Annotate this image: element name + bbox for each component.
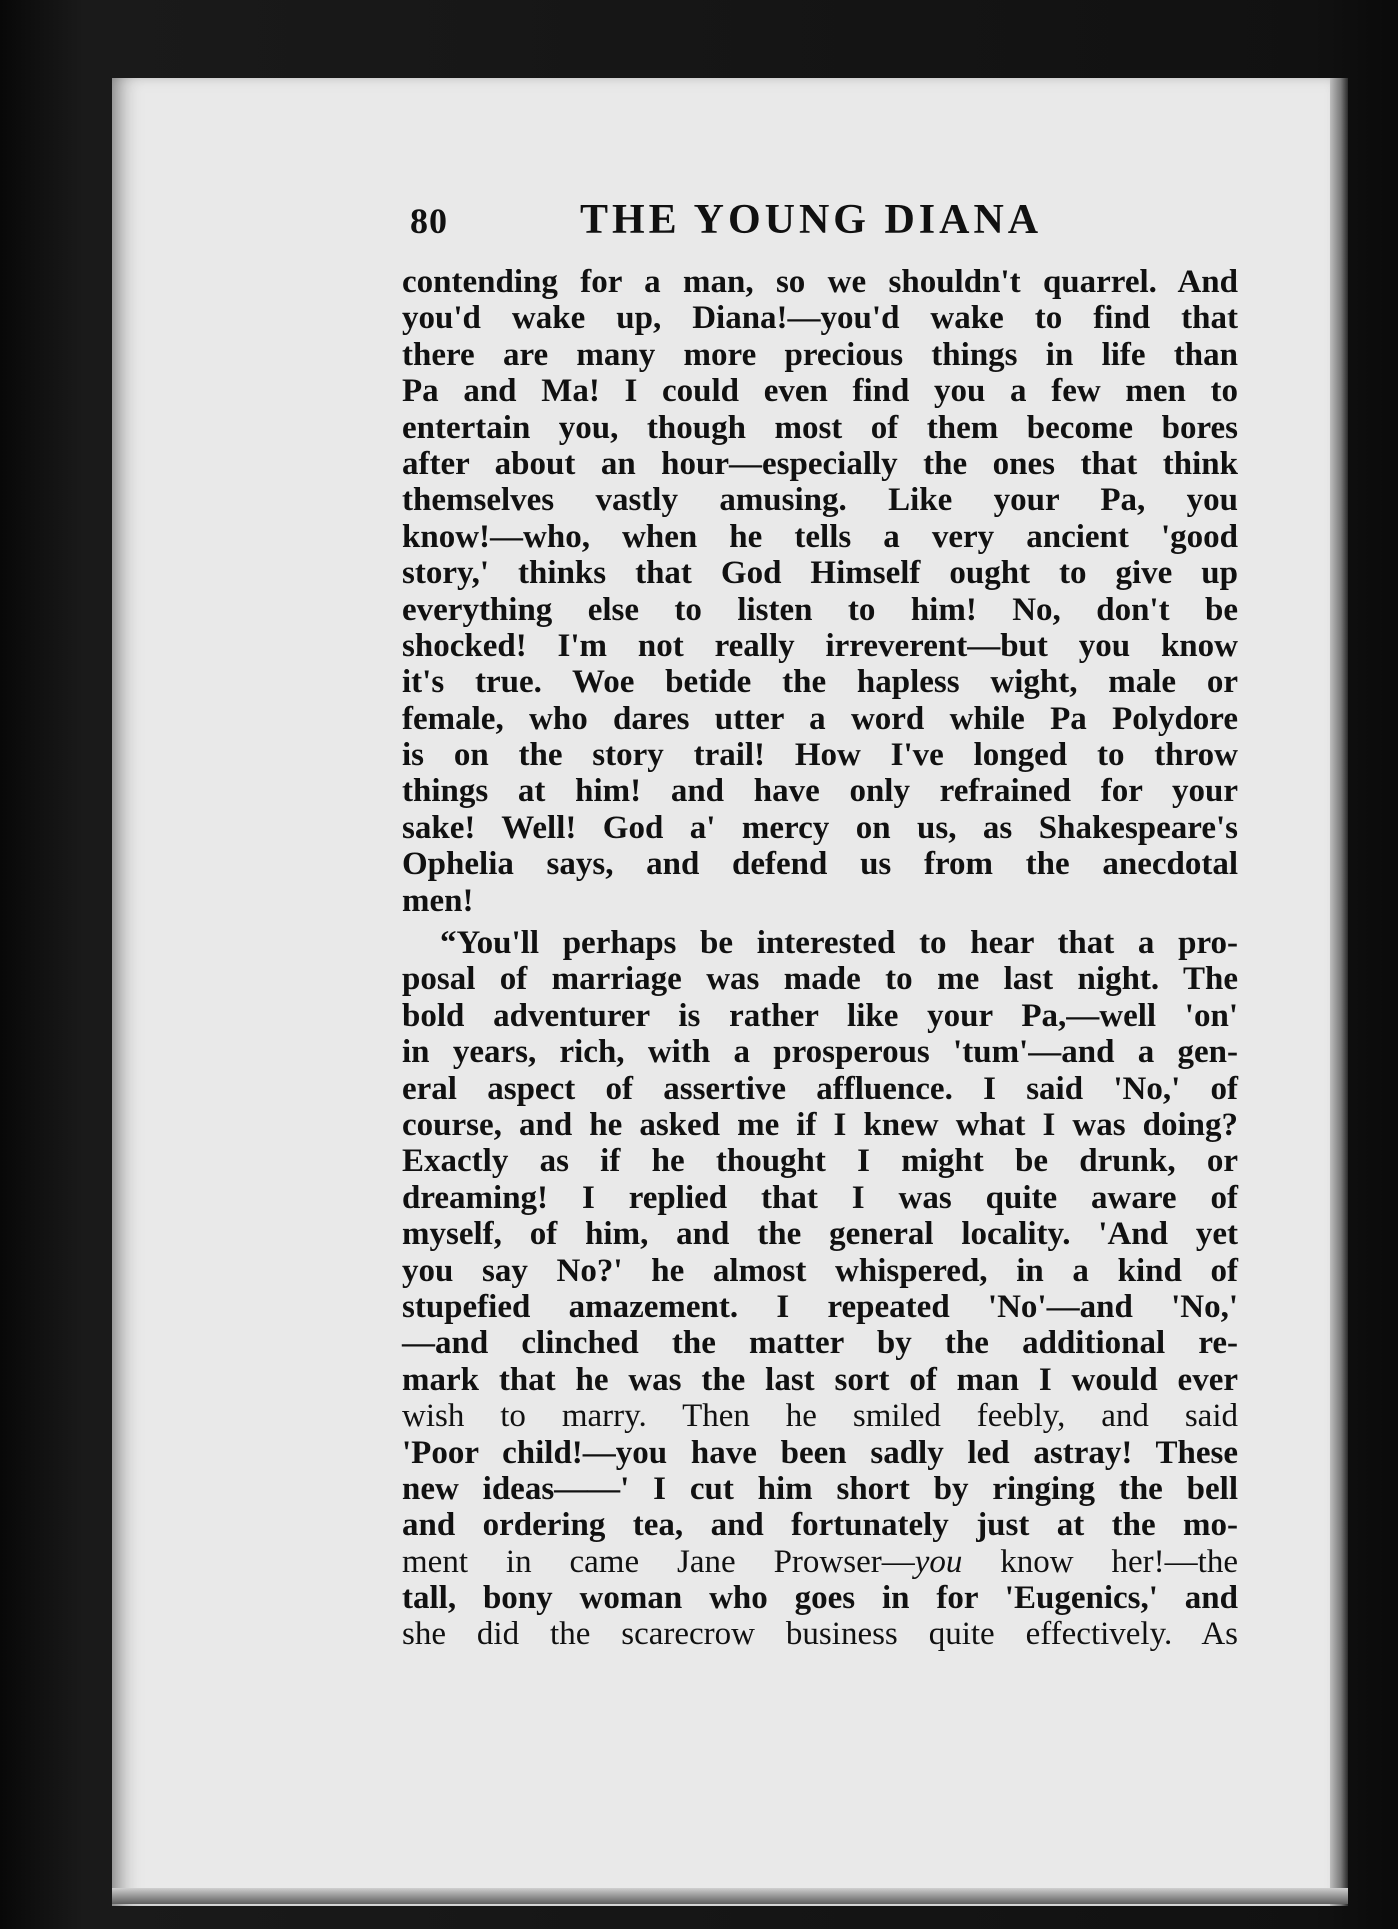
text-line-paragraph-start: “You'll perhaps be interested to hear that a pro- (440, 925, 1238, 962)
text-line: she did the scarecrow business quite effectively. As (402, 1616, 1238, 1653)
text-line: Exactly as if he thought I might be drunk, or (402, 1143, 1238, 1180)
text-line: you say No?' he almost whispered, in a kind of (402, 1252, 1238, 1289)
text-fragment: know her!—the (962, 1543, 1238, 1580)
text-line: it's true. Woe betide the hapless wight, male or (402, 664, 1238, 701)
page-edge-bottom (112, 1888, 1348, 1904)
text-line: things at him! and have only refrained for your (402, 773, 1238, 810)
text-line: course, and he asked me if I knew what I was doing? (402, 1106, 1238, 1143)
book-title: THE YOUNG DIANA (580, 197, 1043, 243)
text-line: wish to marry. Then he smiled feebly, and said (402, 1398, 1238, 1435)
italic-word: you (914, 1543, 963, 1580)
running-head (410, 197, 1100, 260)
text-line: in years, rich, with a prosperous 'tum'—and a gen- (402, 1034, 1238, 1071)
text-line: you'd wake up, Diana!—you'd wake to find that (402, 300, 1238, 337)
page-number: 80 (410, 201, 448, 241)
text-line: bold adventurer is rather like your Pa,—well 'on' (402, 997, 1238, 1034)
text-line: and ordering tea, and fortunately just at the mo- (402, 1507, 1238, 1544)
text-line: is on the story trail! How I've longed to throw (402, 737, 1238, 774)
text-line: entertain you, though most of them become bores (402, 409, 1238, 446)
text-line: sake! Well! God a' mercy on us, as Shakespeare's (402, 809, 1238, 846)
text-line: dreaming! I replied that I was quite aware of (402, 1179, 1238, 1216)
text-line: contending for a man, so we shouldn't quarrel. And (402, 264, 1238, 300)
text-line: mark that he was the last sort of man I would ever (402, 1361, 1238, 1398)
text-line: men! (402, 882, 474, 919)
text-line: posal of marriage was made to me last night. The (402, 961, 1238, 998)
text-line: there are many more precious things in life than (402, 336, 1238, 373)
text-line-with-italic (402, 1544, 1238, 1580)
text-line: new ideas——' I cut him short by ringing the bell (402, 1470, 1238, 1507)
text-line: Ophelia says, and defend us from the anecdotal (402, 846, 1238, 883)
text-line: after about an hour—especially the ones that think (402, 445, 1238, 482)
text-line: tall, bony woman who goes in for 'Eugenics,' and (402, 1580, 1238, 1617)
body-text (402, 264, 1238, 1653)
page-edge-right (1330, 78, 1348, 1906)
text-line: shocked! I'm not really irreverent—but you know (402, 627, 1238, 664)
text-line: —and clinched the matter by the additional re- (402, 1325, 1238, 1362)
text-line: themselves vastly amusing. Like your Pa, you (402, 482, 1238, 519)
text-line: know!—who, when he tells a very ancient 'good (402, 518, 1238, 555)
text-line: story,' thinks that God Himself ought to give up (402, 555, 1238, 592)
text-line: female, who dares utter a word while Pa Polydore (402, 700, 1238, 737)
text-line: myself, of him, and the general locality. 'And yet (402, 1216, 1238, 1253)
text-line: stupefied amazement. I repeated 'No'—and 'No,' (402, 1288, 1238, 1325)
text-line: eral aspect of assertive affluence. I said 'No,' of (402, 1070, 1238, 1107)
text-line: Pa and Ma! I could even find you a few men to (402, 373, 1238, 410)
text-line: everything else to listen to him! No, don't be (402, 591, 1238, 628)
text-line: 'Poor child!—you have been sadly led astray! These (402, 1434, 1238, 1471)
text-fragment: ment in came Jane Prowser— (402, 1543, 915, 1580)
